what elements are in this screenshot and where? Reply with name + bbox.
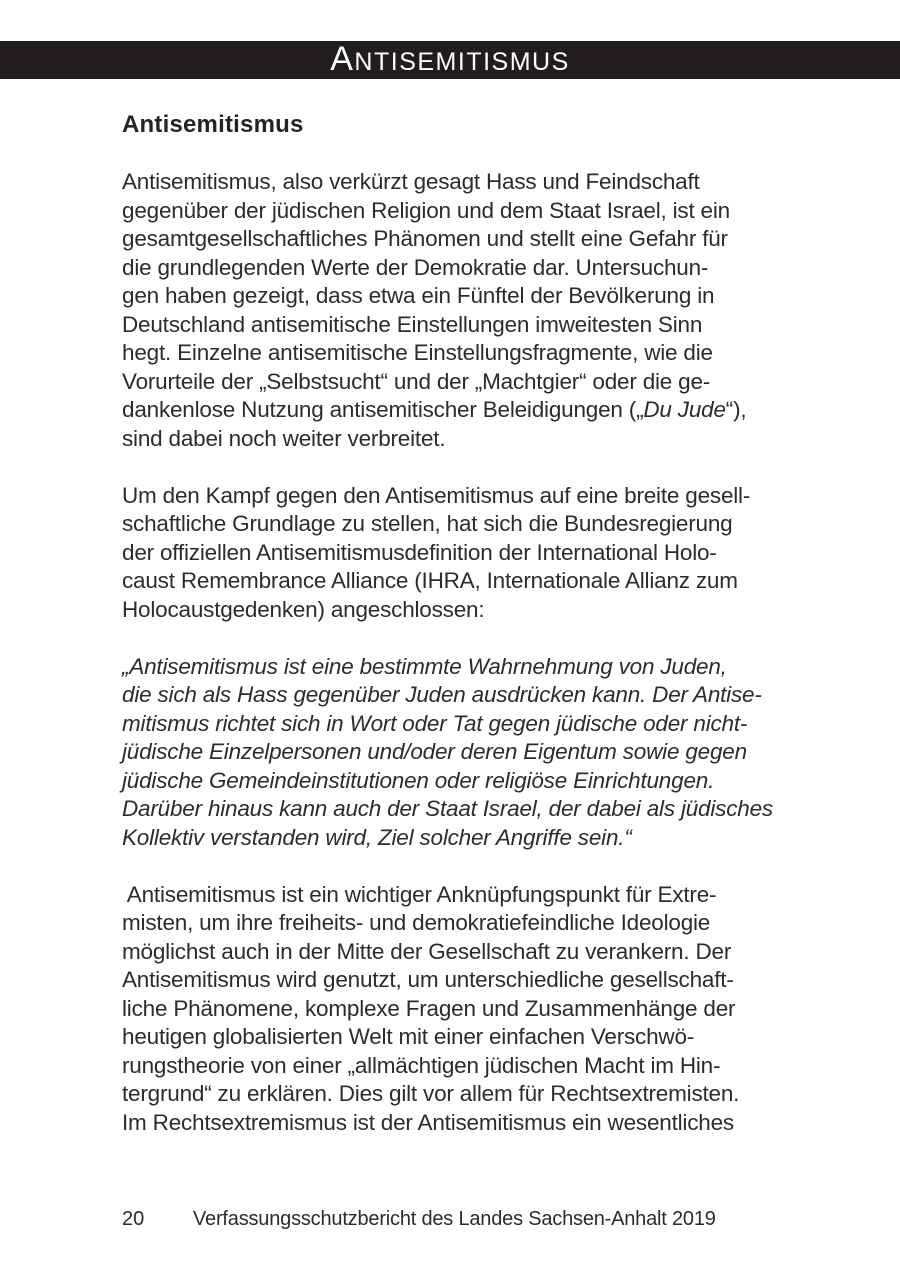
chapter-title-initial: A	[330, 40, 355, 78]
body-paragraph	[122, 482, 802, 625]
text-line: tergrund“ zu erklären. Dies gilt vor allem für Rechtsextremisten.	[122, 1081, 740, 1106]
text-line: Holocaustgedenken) angeschlossen:	[122, 596, 485, 622]
text-line: Deutschland antisemitische Einstellungen imweitesten Sinn	[122, 311, 703, 337]
text-line: Darüber hinaus kann auch der Staat Israel, der dabei als jüdisches	[122, 796, 773, 821]
text-line: Um den Kampf gegen den Antisemitismus auf eine breite gesell-	[122, 482, 751, 508]
text-line: die grundlegenden Werte der Demokratie dar. Untersuchun-	[122, 254, 709, 280]
text-line: jüdische Gemeindeinstitutionen oder religiöse Einrichtungen.	[122, 767, 715, 793]
body-paragraph	[122, 881, 802, 1138]
page-number: 20	[122, 1208, 145, 1230]
text-line: Im Rechtsextremismus ist der Antisemitismus ein wesentliches	[122, 1109, 734, 1135]
text-line: gegenüber der jüdischen Religion und dem Staat Israel, ist ein	[122, 197, 730, 223]
chapter-title-rest: NTISEMITISMUS	[354, 48, 570, 76]
text-line: caust Remembrance Alliance (IHRA, Internationale Allianz zum	[122, 568, 738, 593]
text-line: Antisemitismus wird genutzt, um unterschiedliche gesellschaft-	[122, 967, 734, 992]
text-line	[122, 396, 802, 425]
text-line: Antisemitismus, also verkürzt gesagt Hass und Feindschaft	[122, 169, 700, 194]
text-line: mitismus richtet sich in Wort oder Tat gegen jüdische oder nicht-	[122, 710, 748, 736]
text-line: sind dabei noch weiter verbreitet.	[122, 425, 446, 451]
text-line: heutigen globalisierten Welt mit einer einfachen Verschwö-	[122, 1024, 695, 1049]
text-line: der offiziellen Antisemitismusdefinition der International Holo-	[122, 539, 717, 565]
text-segment: dankenlose Nutzung antisemitischer Beleidigungen („	[122, 397, 644, 422]
text-line: schaftliche Grundlage zu stellen, hat sich die Bundesregierung	[122, 511, 733, 536]
text-line: Vorurteile der „Selbstsucht“ und der „Machtgier“ oder die ge-	[122, 368, 711, 394]
text-line: die sich als Hass gegenüber Juden ausdrücken kann. Der Antise-	[122, 682, 762, 707]
text-segment: “),	[725, 397, 747, 422]
page-footer	[0, 1208, 900, 1238]
text-line: gesamtgesellschaftliches Phänomen und stellt eine Gefahr für	[122, 226, 728, 251]
footer-report-title: Verfassungsschutzbericht des Landes Sachsen-Anhalt 2019	[193, 1208, 716, 1230]
text-line: rungstheorie von einer „allmächtigen jüdischen Macht im Hin-	[122, 1052, 721, 1078]
text-line: Kollektiv verstanden wird, Ziel solcher Angriffe sein.“	[122, 824, 632, 850]
text-line: misten, um ihre freiheits- und demokratiefeindliche Ideologie	[122, 910, 711, 935]
text-line: „Antisemitismus ist eine bestimmte Wahrnehmung von Juden,	[122, 653, 727, 679]
quote-paragraph	[122, 653, 802, 853]
text-line: jüdische Einzelpersonen und/oder deren Eigentum sowie gegen	[122, 739, 747, 764]
body-paragraph	[122, 168, 802, 453]
italic-segment: Du Jude	[643, 397, 726, 422]
text-line: gen haben gezeigt, dass etwa ein Fünftel der Bevölkerung in	[122, 283, 715, 308]
body-text	[122, 168, 802, 1137]
section-heading: Antisemitismus	[122, 111, 304, 138]
text-line: liche Phänomene, komplexe Fragen und Zusammenhänge der	[122, 995, 736, 1021]
text-line: Antisemitismus ist ein wichtiger Anknüpfungspunkt für Extre-	[122, 881, 717, 907]
chapter-header-bar	[0, 41, 900, 79]
text-line: möglichst auch in der Mitte der Gesellschaft zu verankern. Der	[122, 938, 732, 964]
text-line: hegt. Einzelne antisemitische Einstellungsfragmente, wie die	[122, 340, 713, 365]
chapter-title	[330, 42, 570, 76]
